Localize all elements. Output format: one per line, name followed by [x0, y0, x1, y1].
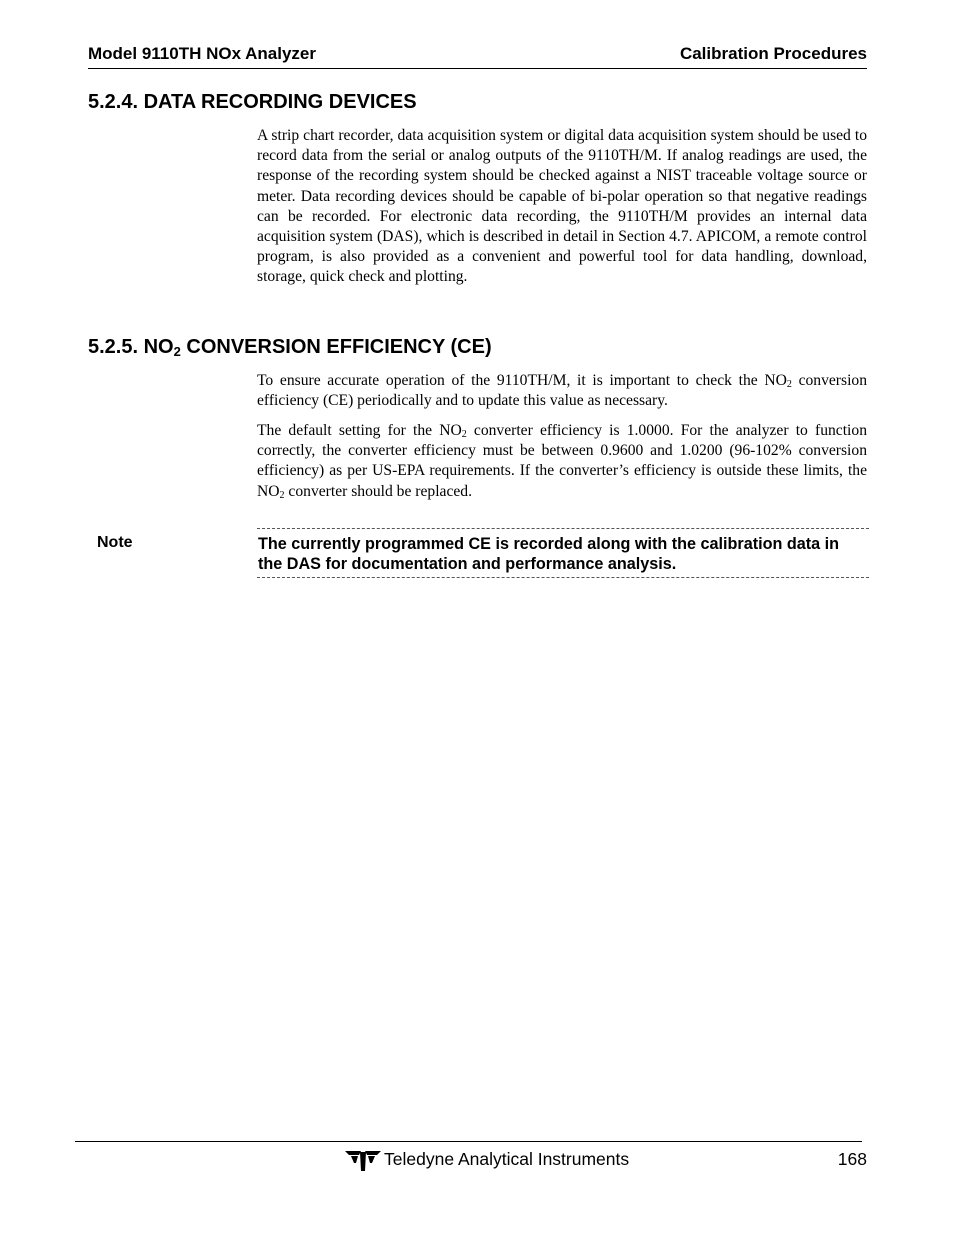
footer-company-name: Teledyne Analytical Instruments [384, 1149, 630, 1169]
header-model-title: Model 9110TH NOx Analyzer [88, 44, 317, 63]
section-5-2-4-heading [88, 91, 417, 114]
teledyne-logo-icon [345, 1149, 381, 1171]
page-number: 168 [837, 1149, 867, 1169]
page-header [88, 44, 867, 69]
section-number: 5.2.5. [88, 336, 139, 358]
note-text: The currently programmed CE is recorded along with the calibration data in the DAS for documentation and performance analysis. [258, 535, 840, 573]
data-recording-paragraph: A strip chart recorder, data acquisition system or digital data acquisition system should be used to record data from the serial or analog outputs of the 9110TH/M. If analog readings are used, the response of the recording system should be checked against a NIST traceable voltage source or meter. Data recording devices should be capable of bi-polar operation so that negative readings can be recorded. For electronic data recording, the 9110TH/M provides an internal data acquisition system (DAS), which is described in detail in Section 4.7. APICOM, a remote control program, is also provided as a convenient and powerful tool for data handling, download, storage, quick check and plotting. [257, 127, 867, 286]
section-title: DATA RECORDING DEVICES [143, 91, 417, 113]
footer-rule [75, 1141, 862, 1142]
header-chapter-title: Calibration Procedures [679, 44, 867, 63]
section-title: $NO_2$ CONVERSION EFFICIENCY (CE) [143, 336, 492, 359]
note-label: Note [97, 534, 133, 551]
section-5-2-5-heading [88, 336, 492, 359]
ce-intro-paragraph: To ensure accurate operation of the 9110TH/M, it is important to check the $NO_2$ conversion efficiency (CE) periodically and to update this value as necessary. [257, 372, 867, 410]
ce-default-paragraph: The default setting for the $NO_2$ converter efficiency is 1.0000. For the analyzer to function correctly, the converter efficiency must be between 0.9600 and 1.0200 (96-102% conversion efficiency) as per US-EPA requirements. If the converter’s efficiency is outside these limits, the $NO_2$ converter should be replaced. [257, 422, 867, 501]
note-box [257, 528, 869, 578]
section-number: 5.2.4. [88, 91, 139, 113]
